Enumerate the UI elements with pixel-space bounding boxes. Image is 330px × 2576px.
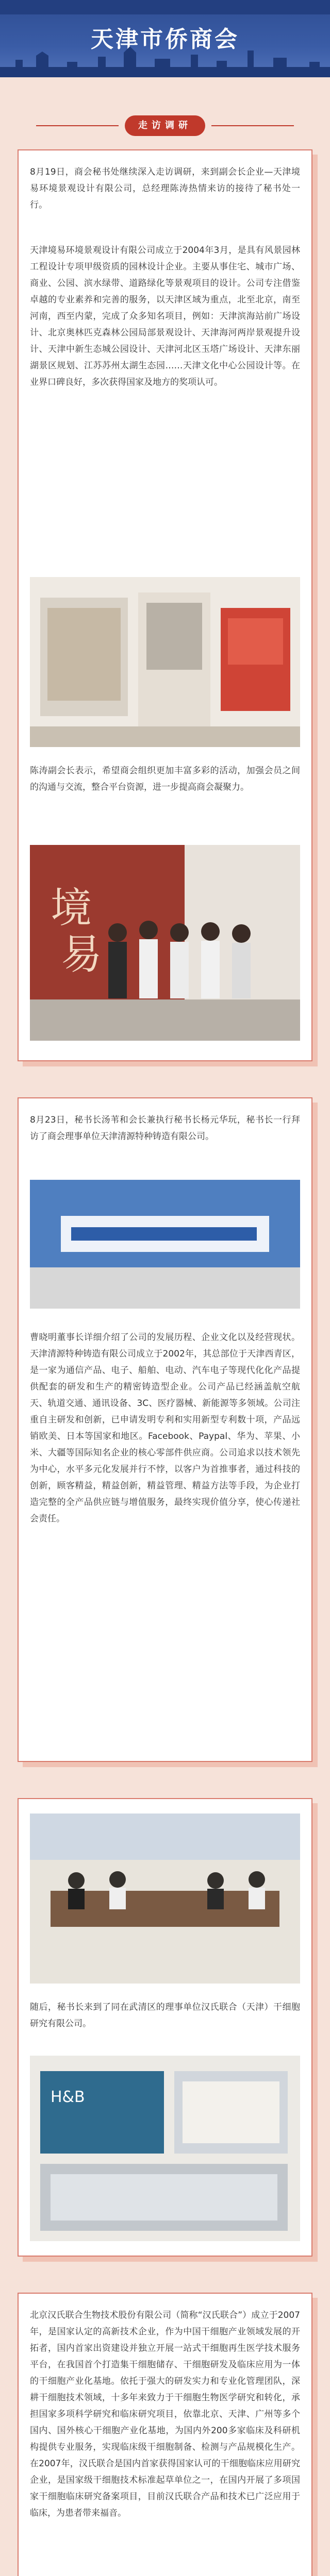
tag-line-right [211, 125, 294, 126]
photo-company-sign [30, 1180, 300, 1309]
paragraph: 曹晓明董事长详细介绍了公司的发展历程、企业文化以及经营现状。天津清源特种铸造有限公司成立于2002年，其总部位于天津西青区，是一家为通信产品、电子、船舶、电动、汽车电子等现代化化产品提供配套的研发和生产的精密铸造型企业。公司产品已经涵盖航空航天、轨道交通、通讯设备、3C、医疗器械、新能源等多领域。公司注重自主研发和创新，已申请发明专利和实用新型专利数十项，产品远销欧美、日本等国家和地区。Facebook、Paypal、华为、苹果、小米、大疆等国际知名企业的核心零部件供应商。公司追求以技术领先为中心，水平多元化发展并行不悖，以客户为首推事者，通过科技的创新，顾客精益，精益创新，精益管理、精益方法等手段，为企业打造完整的全产品供应链与增值服务，最终实现价值分享，使心传递社会责任。 [30, 1332, 300, 1524]
section-tag: 走访调研 [125, 115, 205, 136]
svg-text:境: 境 [51, 884, 92, 932]
header-title: 天津市侨商会 [91, 26, 239, 53]
paragraph: 随后，秘书长来到了同在武清区的理事单位汉氏联合（天津）干细胞研究有限公司。 [30, 2002, 300, 2029]
paragraph: 天津境易环境景观设计有限公司成立于2004年3月，是具有风景园林工程设计专项甲级资质的园林设计企业。主要从事住宅、城市广场、商业、公园、滨水绿带、道路绿化等景观项目的设计。公司专注借鉴卓越的专业素养和完善的服务，以天津区域为重点，北至北京，南至河南，西至内蒙，完成了众多知名项目，例如：天津滨海站前广场设计、北京奥林匹克森林公园局部景观设计、天津海河两岸景观提升设计、天津中新生态城公园设计、天津河北区玉塔广场设计、天津东丽湖景区规划、江苏苏州太湖生态园……天津文化中心公园设计等。在业界口碑良好，多次获得国家及地方的奖项认可。 [30, 245, 300, 387]
photo-company-hall [30, 2056, 300, 2241]
paragraph: 陈涛副会长表示，希望商会组织更加丰富多彩的活动，加强会员之间的沟通与交流，整合平台资源，进一步提高商会凝聚力。 [30, 766, 300, 792]
photo-office-visit [30, 577, 300, 747]
paragraph: 8月19日，商会秘书处继续深入走访调研，来到副会长企业—天津境易环境景观设计有限公司，总经理陈涛热情来访的接待了秘书处一行。 [30, 167, 300, 210]
skyline-graphic [0, 41, 330, 77]
photo-group-meeting [30, 845, 300, 1041]
paragraph: 8月23日，秘书长汤苇和会长兼执行秘书长杨元华玩，秘书长一行拜访了商会理事单位天津清源特种铸造有限公司。 [30, 1115, 300, 1142]
svg-text:易: 易 [61, 930, 102, 978]
header-banner [0, 0, 330, 77]
header-top-band [0, 0, 330, 14]
paragraph: 北京汉氏联合生物技术股份有限公司（简称“汉氏联合”）成立于2007年，是国家认定的高新技术企业，作为中国干细胞产业领域发展的开拓者，国内首家出资建设并独立开展一站式干细胞再生医学技术服务平台，在我国首个打造集干细胞储存、干细胞研发及临床应用为一体的干细胞产业化基地。依托于强大的研发实力和专业化管理团队，深耕干细胞技术领域，十多年来致力于干细胞生物医学研究和转化，承担国家多项科学研究和临床研究项目，依靠北京、天津、广州等多个国内、国外核心干细胞产业化基地，为国内外200多家临床及科研机构提供专业服务，实现临床级干细胞制备、检测与产品规模化生产。在2007年，汉氏联合是国内首家获得国家认可的干细胞临床应用研究企业，是国家级干细胞技术标准起草单位之一，在国内开展了多项国家干细胞临床研究备案项目，目前汉氏联合产品和技术已广泛应用于临床，为患者带来福音。 [30, 2310, 300, 2518]
photo-meeting-room [30, 1814, 300, 1984]
svg-text:H&B: H&B [51, 2088, 85, 2106]
tag-line-left [36, 125, 119, 126]
